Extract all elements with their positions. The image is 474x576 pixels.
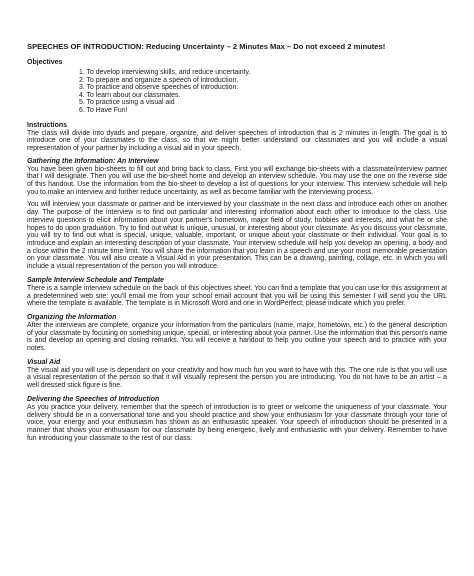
section-heading: Instructions: [27, 121, 68, 129]
objectives-heading: Objectives: [27, 59, 63, 66]
section-instructions: [27, 121, 447, 153]
section-paragraph: After the interviews are complete, organize your information from the particulars (name, major, hometown, etc.) to the general description of your classmate by focusing on something unique, special, or interesting about your partner. Use the information that this person's name is and develop an opening and closing remarks. You will receive a handout to help you outline your speech and to practice with your notes.: [27, 321, 447, 353]
section-delivering: [27, 395, 447, 443]
section-heading: Delivering the Speeches of Introduction: [27, 395, 160, 403]
section-sample-interview: [27, 276, 447, 308]
objective-item: 2. To prepare and organize a speech of introduction.: [79, 76, 239, 84]
section-paragraph: You have been given bio-sheets to fill out and bring back to class. First you will exchange bio-sheets with a classmate/interview partner that I will designate. Then you will use the bio-sheet home and develop an interview schedule. You may use the one on the reverse side of this handout. Use the information from the bio-sheet to develop a list of questions for your interview. This interview schedule will help you to make an interview and further reduce uncertainty, as well as become familiar with the interviewing process.: [27, 165, 447, 196]
section-heading: Sample Interview Schedule and Template: [27, 276, 165, 284]
document-title: SPEECHES OF INTRODUCTION: Reducing Uncertainty – 2 Minutes Max – Do not exceed 2 minutes!: [27, 42, 386, 51]
section-paragraph: There is a sample interview schedule on the back of this objectives sheet. You can find a template that you can use for this assignment at a predetermined web site: you'll email me from your school email account that you will be using this semester I will send you the URL where the template is available. The template is in Microsoft Word and one in WordPerfect; please indicate which you prefer.: [27, 284, 447, 308]
objective-item: 5. To practice using a visual aid: [79, 99, 175, 107]
section-heading: Gathering the Information: An Interview: [27, 157, 159, 165]
section-gathering: [27, 157, 447, 271]
section-heading: Visual Aid: [27, 358, 61, 366]
section-paragraph: The visual aid you will use is dependant on your creativity and how much fun you want to have with this. The one rule is that you will use a visual representation of the person so that it will visually represent the person you are introducing. You do not have to be an artist – a well dressed stick figure is fine.: [27, 366, 447, 390]
objective-item: 6. To Have Fun!: [79, 106, 128, 114]
objectives-list: [79, 69, 447, 115]
objective-item: 1. To develop interviewing skills, and reduce uncertainty.: [79, 69, 251, 76]
objective-item: 3. To practice and observe speeches of introduction.: [79, 84, 239, 92]
section-paragraph: As you practice your delivery, remember that the speech of introduction is to greet or welcome the uniqueness of your classmate. Your delivery should be in a conversational tone and you should practice and show your enthusiasm for your classmate through your tone of voice, your energy and your enthusiasm has shown as an enthusiastic speaker. Your speech of introduction should be presented in a manner that shows your enthusiasm for our classmate by being energetic, lively and enthusiastic with your delivery. Remember to have fun introducing your classmate to the rest of our class.: [27, 403, 447, 442]
objective-item: 4. To learn about our classmates.: [79, 91, 181, 99]
section-visual-aid: [27, 358, 447, 390]
section-organizing: [27, 313, 447, 353]
section-paragraph: You will interview your classmate or partner and be interviewed by your classmate in the next class and introduce each other on another day. The purpose of the interview is to find out particular and interesting information about each other to introduce to the class. Use interview questions to elicit information about your partner's hometown, major field of study, hobbies and interests, and what he or she hopes to do upon graduation. Try to find out what is unique, unusual, or interesting about your classmate. As you discuss your classmate, you will try to find out what is special, unique, valuable, important, or unique about your classmate or their individual. Your goal is to introduce and explain an interesting description of your classmate. Your interview schedule will help you develop an opening, a body and a close within the 2 minute time limit. You will share the information that you learn in a speech and use your most memorable presentation on your classmate. You will also create a Visual Aid in your presentation. This can be a drawing, painting, collage, etc. in which you will include a visual representation of the person you will introduce.: [27, 201, 447, 271]
section-heading: Organizing the Information: [27, 313, 117, 321]
section-paragraph: The class will divide into dyads and prepare, organize, and deliver speeches of introduction that is 2 minutes in length. The goal is to introduce one of your classmates to the class, so that we might better understand our classmates and you will include a visual representation of your partner by including a visual aid in your speech.: [27, 129, 447, 152]
